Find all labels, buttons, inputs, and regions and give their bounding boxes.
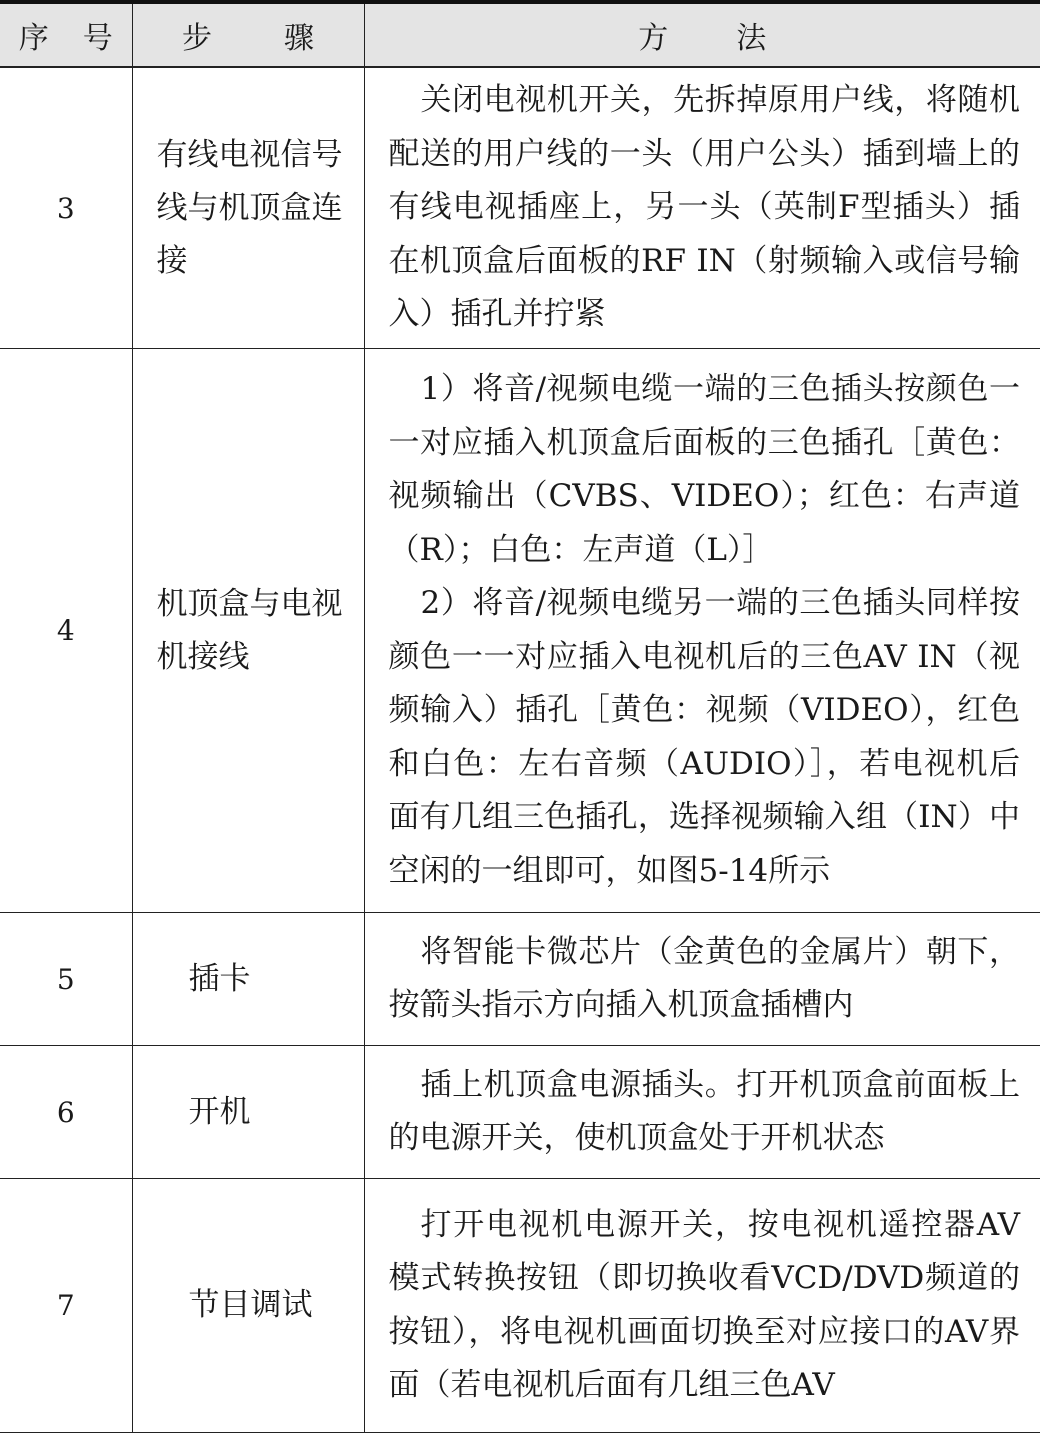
table-row: [0, 67, 1040, 349]
method-paragraph: 关闭电视机开关，先拆掉原用户线，将随机配送的用户线的一头（用户公头）插到墙上的有线电视插座上，另一头（英制F型插头）插在机顶盒后面板的RF IN（射频输入或信号输入）插孔并拧紧: [389, 74, 1021, 342]
row-number: 3: [0, 67, 132, 349]
header-number-label: [0, 13, 132, 57]
method-paragraph: 将智能卡微芯片（金黄色的金属片）朝下，按箭头指示方向插入机顶盒插槽内: [389, 926, 1021, 1033]
header-number: [0, 4, 132, 67]
table-row: [0, 349, 1040, 913]
header-method-label: [365, 13, 1040, 57]
table-row: [0, 1179, 1040, 1433]
row-number: 4: [0, 349, 132, 913]
row-step: [132, 913, 364, 1046]
header-number-label-char: 序: [19, 13, 49, 57]
method-paragraph: 2）将音/视频电缆另一端的三色插头同样按颜色一一对应插入电视机后的三色AV IN（视频输入）插孔［黄色：视频（VIDEO），红色和白色：左右音频（AUDIO）］，若电视机后面有几组三色插孔，选择视频输入组（IN）中空闲的一组即可，如图5-14所示: [389, 577, 1021, 898]
header-step-label-char: 骤: [284, 13, 314, 57]
row-step-label: 机顶盒与电视机接线: [157, 586, 343, 675]
row-method: [364, 1046, 1040, 1179]
row-step-label: 节目调试: [189, 1287, 313, 1323]
row-number: 7: [0, 1179, 132, 1433]
row-step: [132, 1179, 364, 1433]
method-paragraph: 1）将音/视频电缆一端的三色插头按颜色一一对应插入机顶盒后面板的三色插孔［黄色：视频输出（CVBS、VIDEO）；红色：右声道（R）；白色：左声道（L）］: [389, 363, 1021, 577]
row-method: [364, 67, 1040, 349]
row-number: 6: [0, 1046, 132, 1179]
header-method-label-char: 方: [638, 13, 668, 57]
header-number-label-char: 号: [83, 13, 113, 57]
header-step: [132, 4, 364, 67]
row-step-label: 开机: [189, 1094, 251, 1130]
header-step-label-char: 步: [182, 13, 212, 57]
header-method: [364, 4, 1040, 67]
table-row: [0, 1046, 1040, 1179]
row-step-label: 插卡: [189, 961, 251, 997]
steps-table: [0, 4, 1040, 1433]
header-row: [0, 4, 1040, 67]
row-step-label: 有线电视信号线与机顶盒连接: [157, 137, 343, 279]
row-method: [364, 1179, 1040, 1433]
row-step: [132, 349, 364, 913]
row-method: [364, 349, 1040, 913]
header-step-label: [133, 13, 364, 57]
row-number: 5: [0, 913, 132, 1046]
method-paragraph: 插上机顶盒电源插头。打开机顶盒前面板上的电源开关，使机顶盒处于开机状态: [389, 1059, 1021, 1166]
table-row: [0, 913, 1040, 1046]
row-step: [132, 67, 364, 349]
row-step: [132, 1046, 364, 1179]
row-method: [364, 913, 1040, 1046]
header-method-label-char: 法: [736, 13, 766, 57]
method-paragraph: 打开电视机电源开关，按电视机遥控器AV模式转换按钮（即切换收看VCD/DVD频道的按钮），将电视机画面切换至对应接口的AV界面（若电视机后面有几组三色AV: [389, 1199, 1021, 1413]
